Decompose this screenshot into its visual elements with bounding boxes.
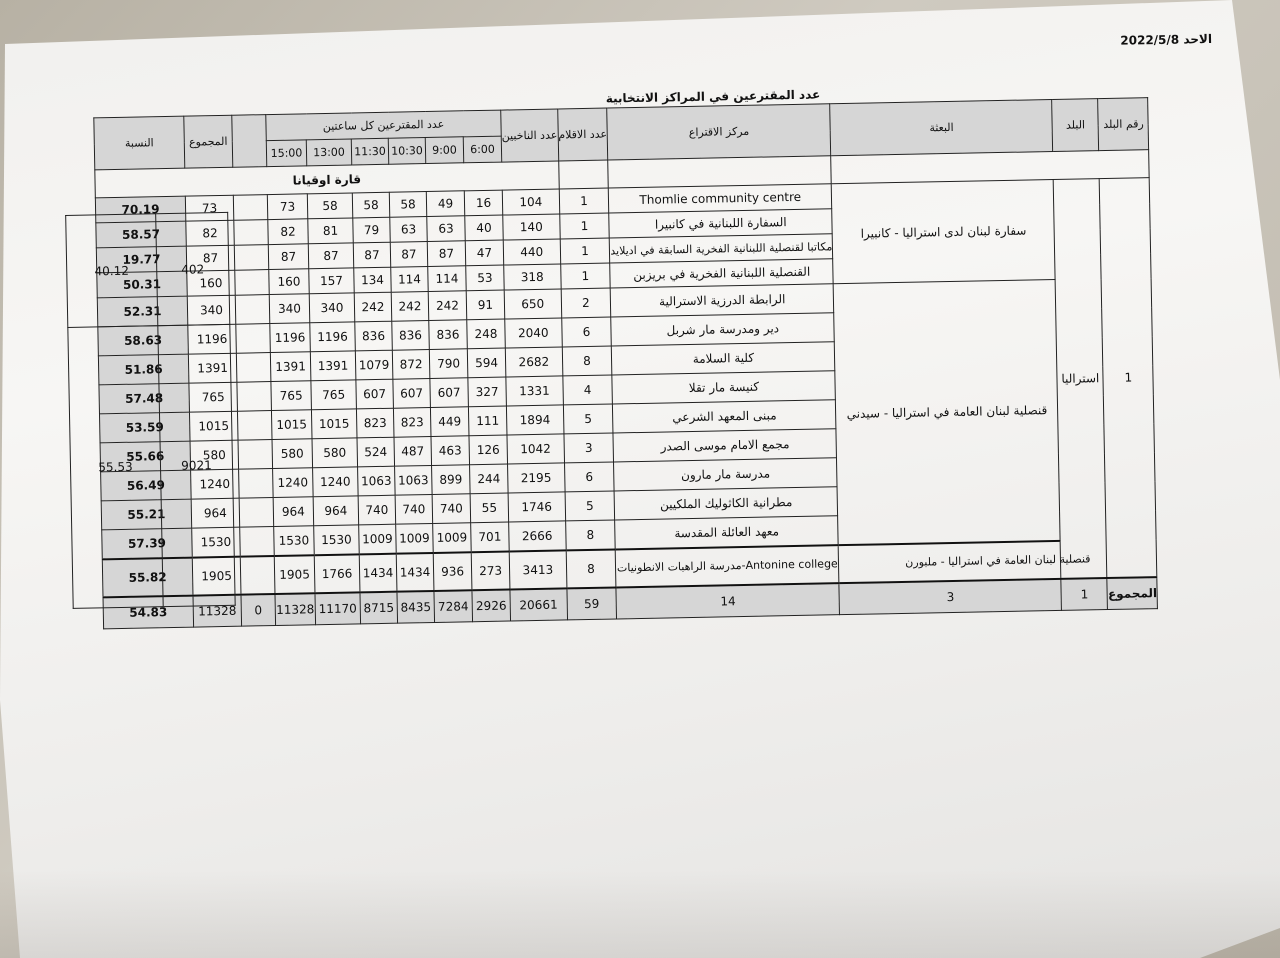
table-row: 58.57 82 82 81 79 63 63 40 140 1 السفارة اللبنانية في كانبيرا <box>96 203 1151 248</box>
header-total: المجموع <box>184 115 233 168</box>
table-row: 53.59 1015 1015 1015 823 823 449 111 1894 5 مبنى المعهد الشرعي <box>99 394 1154 443</box>
mission-sydney: قنصلية لبنان العامة في استراليا - سيدني <box>833 279 1060 544</box>
side-ratio: 40.12 <box>66 214 158 328</box>
center-name: الرابطة الدرزية الاسترالية <box>610 284 834 317</box>
table-row: 50.31 160 160 157 134 114 114 53 318 1 القنصلية اللبنانية الفخرية في بريزبن <box>97 253 1152 298</box>
side-group-canberra <box>66 212 230 327</box>
total-label: المجموع <box>1107 577 1158 610</box>
side-sum: 9021 <box>158 324 235 606</box>
voters-table <box>93 97 1158 629</box>
header-extra <box>232 115 267 168</box>
header-center: مركز الاقتراع <box>607 104 831 160</box>
header-time-1030: 10:30 <box>388 138 425 165</box>
center-name: Thomlie community centre <box>609 184 832 213</box>
center-name: كنيسة مار تقلا <box>612 371 836 404</box>
side-ratio: 55.53 <box>68 326 163 609</box>
center-name: معهد العائلة المقدسة <box>615 516 839 549</box>
side-group-sydney <box>68 324 235 608</box>
table-row: 58.63 1196 1196 1196 836 836 836 248 2040 6 دير ومدرسة مار شربل <box>98 307 1153 356</box>
header-pens: عدد الاقلام <box>557 108 608 161</box>
country-name: استراليا <box>1054 179 1108 579</box>
center-name: كلية السلامة <box>612 342 836 375</box>
table-row: 19.77 87 87 87 87 87 87 47 440 1 مكاتبا لقنصلية اللبنانية الفخرية السابقة في اديلايد <box>96 228 1151 273</box>
center-name: مطرانية الكاثوليك الملكيين <box>614 487 838 520</box>
header-voters: عدد الناخبين <box>501 109 559 162</box>
table-row: 55.82 1905 1905 1766 1434 1434 936 273 3413 8 Antonine college-مدرسة الراهبات الانطونيات قنصلية لبنان العامة في استراليا - ملبورن <box>102 539 1157 597</box>
country-number: 1 <box>1100 178 1158 578</box>
mission-canberra: سفارة لبنان لدى استراليا - كانبيرا <box>832 179 1056 283</box>
center-name: مبنى المعهد الشرعي <box>613 400 837 433</box>
side-summary <box>65 212 236 609</box>
table-row: 57.48 765 765 765 607 607 607 327 1331 4 كنيسة مار تقلا <box>99 365 1154 414</box>
center-name: مجمع الامام موسى الصدر <box>613 429 837 462</box>
document-title: عدد المقترعين في المراكز الانتخابية <box>605 87 821 106</box>
header-time-6: 6:00 <box>463 136 501 163</box>
table-row: 70.19 73 73 58 58 58 49 16 104 1 Thomlie community centre سفارة لبنان لدى استراليا - كانبيرا استراليا 1 <box>95 178 1150 223</box>
table-row: 55.66 580 580 580 524 487 463 126 1042 3 مجمع الامام موسى الصدر <box>100 423 1155 472</box>
table-row: 55.21 964 964 964 740 740 740 55 1746 5 مطرانية الكاثوليك الملكيين <box>101 481 1156 530</box>
header-country: البلد <box>1052 99 1099 152</box>
document-sheet <box>62 28 1244 710</box>
center-name: Antonine college-مدرسة الراهبات الانطونيات <box>616 545 840 587</box>
continent-label: قارة اوقيانا <box>95 161 559 198</box>
header-time-13: 13:00 <box>306 139 351 166</box>
side-sum: 402 <box>156 212 230 325</box>
total-missions: 3 <box>839 578 1062 614</box>
header-time-9: 9:00 <box>425 137 463 164</box>
header-time-15: 15:00 <box>266 140 306 167</box>
center-name: القنصلية اللبنانية الفخرية في بريزبن <box>610 259 833 288</box>
table-row: 56.49 1240 1240 1240 1063 1063 899 244 2195 6 مدرسة مار مارون <box>101 452 1156 501</box>
header-country-num: رقم البلد <box>1098 98 1149 151</box>
header-mission: البعثة <box>830 100 1053 156</box>
mission-melbourne: قنصلية لبنان العامة في استراليا - ملبورن <box>838 539 1157 583</box>
total-centers: 14 <box>616 583 840 619</box>
totals-row: 54.83 11328 0 11328 11170 8715 8435 7284 2926 20661 59 14 3 1 المجموع <box>103 577 1158 629</box>
table-row: 52.31 340 340 340 242 242 242 91 650 2 الرابطة الدرزية الاسترالية قنصلية لبنان العامة في استراليا - سيدني <box>97 278 1152 327</box>
header-ratio: النسبة <box>94 116 185 170</box>
table-row: 57.39 1530 1530 1530 1009 1009 1009 701 2666 8 معهد العائلة المقدسة <box>102 510 1157 559</box>
total-countries: 1 <box>1061 578 1108 611</box>
center-name: مكاتبا لقنصلية اللبنانية الفخرية السابقة في اديلايد <box>610 234 833 263</box>
center-name: دير ومدرسة مار شربل <box>611 313 835 346</box>
table-row: 51.86 1391 1391 1391 1079 872 790 594 2682 8 كلية السلامة <box>98 336 1153 385</box>
document-date: الاحد 2022/5/8 <box>1120 31 1213 48</box>
header-every-two-hours: عدد المقترعين كل ساعتين <box>266 110 501 141</box>
center-name: السفارة اللبنانية في كانبيرا <box>609 209 832 238</box>
paper-shadow <box>0 870 1280 958</box>
center-name: مدرسة مار مارون <box>614 458 838 491</box>
header-time-1130: 11:30 <box>351 138 388 165</box>
